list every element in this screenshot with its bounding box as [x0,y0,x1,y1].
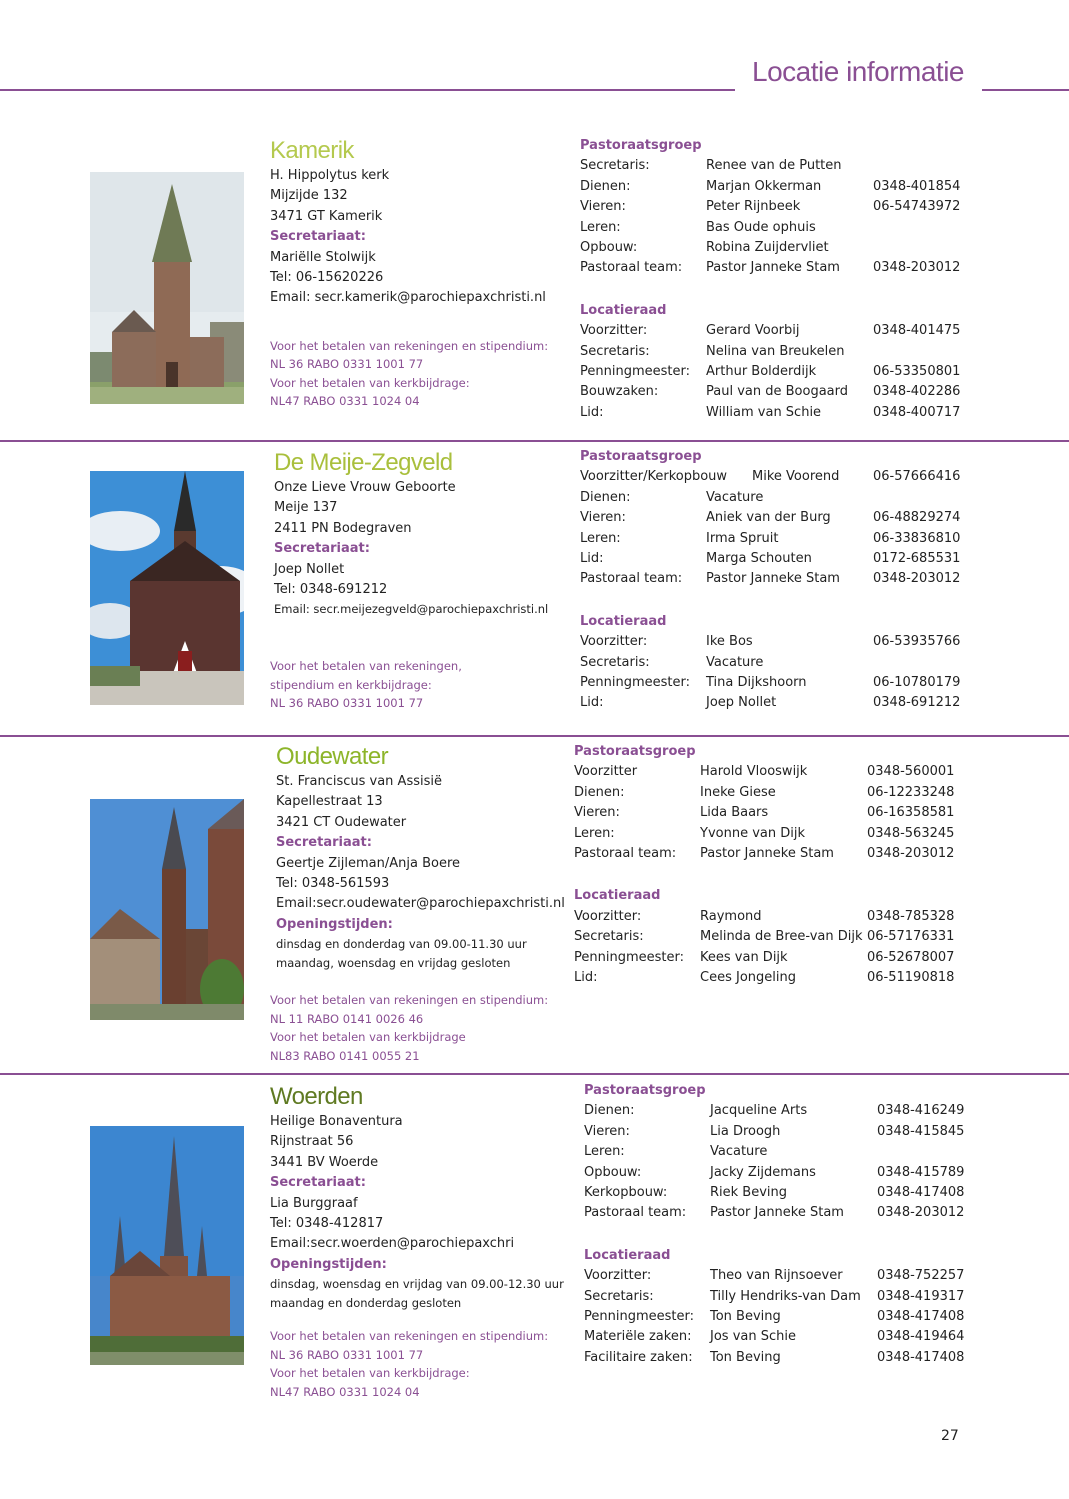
contact-row: Secretaris: Melinda de Bree-van Dijk 06-57176331 [574,929,955,945]
contacts-oudewater [574,742,955,988]
payment-line: NL47 RABO 0331 1024 04 [270,394,420,409]
payment-line: Voor het betalen van kerkbijdrage [270,1030,466,1044]
payment-line: NL 11 RABO 0141 0026 46 [270,1011,424,1026]
contact-row: Pastoraal team: Pastor Janneke Stam 0348-203012 [584,1205,965,1221]
address-line: Meije 137 [274,500,338,516]
contact-row: Leren: Yvonne van Dijk 0348-563245 [574,825,955,841]
email-link[interactable]: Email:secr.woerden@parochiepaxchri [270,1236,515,1252]
contact-row: Pastoraal team: Pastor Janneke Stam 0348-203012 [580,571,961,587]
contact-row: Voorzitter Harold Vlooswijk 0348-560001 [574,764,955,780]
contact-row: Facilitaire zaken: Ton Beving 0348-417408 [584,1349,965,1365]
locatieraad-title: Locatieraad [584,1247,671,1263]
page-number: 27 [941,1428,959,1444]
opening-hours-line: maandag, woensdag en vrijdag gesloten [276,955,511,970]
contact-row: Lid: Joep Nollet 0348-691212 [580,695,961,711]
contact-row: Vieren: Lia Droogh 0348-415845 [584,1123,965,1139]
payment-line: Voor het betalen van kerkbijdrage: [270,1366,470,1380]
contact-row: Dienen: Marjan Okkerman 0348-401854 [580,178,961,194]
email-link[interactable]: Email:secr.oudewater@parochiepaxchristi.nl [276,896,565,912]
secretariat-label: Secretariaat: [270,229,366,245]
contact-row: Materiële zaken: Jos van Schie 0348-419464 [584,1329,965,1345]
header-rule-left [0,89,735,91]
contact-row: Opbouw: Jacky Zijdemans 0348-415789 [584,1164,965,1180]
contact-row: Penningmeester: Kees van Dijk 06-52678007 [574,949,955,965]
header-rule-right [982,89,1069,91]
locatieraad-title: Locatieraad [574,888,661,904]
email-link[interactable]: Email: secr.meijezegveld@parochiepaxchristi.nl [274,602,549,617]
section-divider [0,1073,1069,1075]
address-line: 3421 CT Oudewater [276,814,407,830]
payment-line: Voor het betalen van rekeningen en stipendium: [270,338,549,353]
location-name: Oudewater [276,743,388,770]
contact-row: Vieren: Peter Rijnbeek 06-54743972 [580,199,961,215]
page-title: Locatie informatie [752,56,965,87]
payment-info-woerden [270,1327,548,1401]
contact-row: Vieren: Lida Baars 06-16358581 [574,805,955,821]
payment-line: stipendium en kerkbijdrage: [270,677,432,692]
secretariat-name: Lia Burggraaf [270,1195,358,1211]
secretariat-label: Secretariaat: [276,835,372,851]
contact-row: Voorzitter: Raymond 0348-785328 [574,908,955,924]
contacts-woerden [584,1081,965,1368]
pastoraatsgroep-title: Pastoraatsgroep [574,744,696,759]
payment-line: Voor het betalen van rekeningen en stipendium: [270,993,549,1007]
address-line: 2411 PN Bodegraven [274,520,412,536]
contact-row: Voorzitter/Kerkopbouw Mike Voorend 06-57666416 [580,469,961,485]
contacts-kamerik [580,136,961,423]
contacts-meije-zegveld [580,447,961,714]
church-name: Onze Lieve Vrouw Geboorte [274,480,456,495]
opening-hours-line: maandag en donderdag gesloten [270,1295,462,1310]
contact-row: Lid: William van Schie 0348-400717 [580,404,961,420]
payment-line: NL 36 RABO 0331 1001 77 [270,1347,424,1362]
location-name: Kamerik [270,137,354,164]
locatieraad-title: Locatieraad [580,302,667,318]
secretariat-label: Secretariaat: [274,541,370,557]
payment-line: Voor het betalen van kerkbijdrage: [270,375,470,390]
contact-row: Leren: Bas Oude ophuis [580,219,816,235]
payment-info-meije-zegveld [270,657,462,713]
opening-hours-line: dinsdag, woensdag en vrijdag van 09.00-12.30 uur [270,1277,564,1292]
contact-row: Lid: Marga Schouten 0172-685531 [580,550,961,566]
contact-row: Kerkopbouw: Riek Beving 0348-417408 [584,1184,965,1200]
pastoraatsgroep-title: Pastoraatsgroep [580,449,702,464]
secretariat-label: Secretariaat: [270,1175,366,1191]
contact-row: Secretaris: Tilly Hendriks-van Dam 0348-419317 [584,1288,965,1304]
pastoraatsgroep-title: Pastoraatsgroep [584,1083,706,1098]
contact-row: Secretaris: Vacature [580,654,764,670]
church-photo-meije-zegveld [90,471,244,705]
payment-info-oudewater [270,991,548,1065]
contact-row: Secretaris: Renee van de Putten [580,158,842,174]
church-photo-woerden [90,1126,244,1365]
church-name: St. Franciscus van Assisië [276,774,442,789]
phone-text: Tel: 0348-691212 [274,582,388,598]
section-divider [0,735,1069,737]
contact-row: Penningmeester: Ton Beving 0348-417408 [584,1308,965,1324]
location-info-woerden [270,1082,564,1312]
address-line: Mijzijde 132 [270,188,348,204]
opening-hours-label: Openingstijden: [270,1256,387,1272]
payment-line: NL 36 RABO 0331 1001 77 [270,696,424,710]
location-name: De Meije-Zegveld [274,449,453,476]
location-info-kamerik [270,136,548,411]
contact-row: Dienen: Jacqueline Arts 0348-416249 [584,1103,965,1119]
payment-line: Voor het betalen van rekeningen en stipendium: [270,1329,549,1343]
contact-row: Lid: Cees Jongeling 06-51190818 [574,969,955,985]
contact-row: Vieren: Aniek van der Burg 06-48829274 [580,510,961,526]
contact-row: Pastoraal team: Pastor Janneke Stam 0348-203012 [580,260,961,276]
contact-row: Bouwzaken: Paul van de Boogaard 0348-402286 [580,384,961,400]
address-line: 3471 GT Kamerik [270,208,383,224]
phone-text: Tel: 0348-561593 [276,876,390,892]
secretariat-name: Mariëlle Stolwijk [270,249,376,265]
payment-line: NL 36 RABO 0331 1001 77 [270,357,424,372]
contact-row: Voorzitter: Gerard Voorbij 0348-401475 [580,323,961,339]
contact-row: Dienen: Vacature [580,489,764,505]
contact-row: Leren: Irma Spruit 06-33836810 [580,530,961,546]
contact-row: Voorzitter: Theo van Rijnsoever 0348-752257 [584,1268,965,1284]
contact-row: Pastoraal team: Pastor Janneke Stam 0348-203012 [574,845,955,861]
church-name: H. Hippolytus kerk [270,168,390,183]
secretariat-name: Joep Nollet [274,561,345,577]
opening-hours-label: Openingstijden: [276,916,393,932]
locatieraad-title: Locatieraad [580,613,667,629]
phone-text: Tel: 06-15620226 [270,270,384,286]
contact-row: Secretaris: Nelina van Breukelen [580,343,845,359]
contact-row: Penningmeester: Tina Dijkshoorn 06-10780179 [580,674,961,690]
contact-row: Opbouw: Robina Zuijdervliet [580,239,829,255]
contact-row: Leren: Vacature [584,1144,768,1160]
contact-row: Voorzitter: Ike Bos 06-53935766 [580,634,961,650]
address-line: Kapellestraat 13 [276,794,383,810]
contact-row: Penningmeester: Arthur Bolderdijk 06-53350801 [580,363,961,379]
location-info-meije-zegveld [274,448,548,619]
opening-hours-line: dinsdag en donderdag van 09.00-11.30 uur [276,937,527,952]
secretariat-name: Geertje Zijleman/Anja Boere [276,855,461,871]
church-name: Heilige Bonaventura [270,1114,403,1129]
pastoraatsgroep-title: Pastoraatsgroep [580,138,702,153]
contact-row: Dienen: Ineke Giese 06-12233248 [574,784,955,800]
payment-line: Voor het betalen van rekeningen, [270,659,462,673]
location-name: Woerden [270,1083,363,1110]
address-line: 3441 BV Woerde [270,1154,379,1170]
phone-text: Tel: 0348-412817 [270,1216,384,1232]
section-divider [0,440,1069,442]
address-line: Rijnstraat 56 [270,1134,354,1150]
payment-line: NL83 RABO 0141 0055 21 [270,1048,420,1063]
payment-line: NL47 RABO 0331 1024 04 [270,1384,420,1399]
church-photo-oudewater [90,799,244,1020]
church-photo-kamerik [90,172,244,404]
email-link[interactable]: Email: secr.kamerik@parochiepaxchristi.nl [270,290,546,306]
location-info-oudewater [276,742,565,972]
